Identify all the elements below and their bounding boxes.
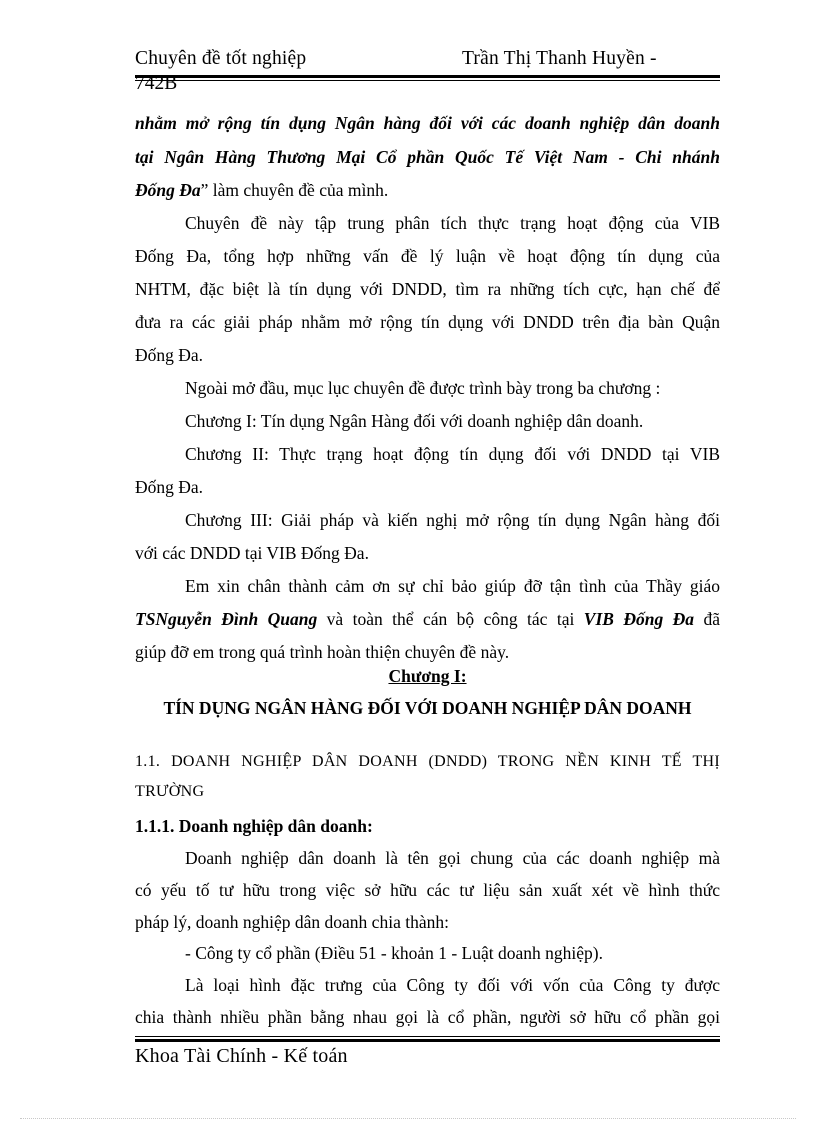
- header-rule-thick: [135, 75, 720, 78]
- p5-line-1: Chương III: Giải pháp và kiến nghị mở rộng tín dụng Ngân hàng đối: [185, 510, 720, 530]
- header-author: Trần Thị Thanh Huyền -: [462, 48, 657, 69]
- subsection-heading: 1.1.1. Doanh nghiệp dân doanh:: [135, 816, 373, 836]
- p6-line-3: giúp đỡ em trong quá trình hoàn thiện chuyên đề này.: [135, 642, 510, 662]
- p3-line: Chương I: Tín dụng Ngân Hàng đối với doanh nghiệp dân doanh.: [185, 411, 644, 431]
- p5-line-2: với các DNDD tại VIB Đống Đa.: [135, 543, 369, 563]
- intro-line-2: tại Ngân Hàng Thương Mại Cổ phần Quốc Tế Việt Nam - Chi nhánh: [135, 147, 720, 167]
- p1-line-1: Chuyên đề này tập trung phân tích thực trạng hoạt động của VIB: [185, 213, 720, 233]
- p6-line-2: [135, 606, 720, 632]
- chapter-title: Chương I:: [388, 666, 467, 686]
- s3-line-1: Là loại hình đặc trưng của Công ty đối với vốn của Công ty được: [185, 975, 720, 995]
- header-rule-thin: [135, 80, 720, 81]
- s3-line-2: chia thành nhiều phần bằng nhau gọi là cổ phần, người sở hữu cổ phần gọi: [135, 1007, 720, 1027]
- intro-line-1: nhằm mở rộng tín dụng Ngân hàng đối với các doanh nghiệp dân doanh: [135, 113, 720, 133]
- advisor-name: TSNguyễn Đình Quang: [135, 609, 318, 629]
- page-header: [135, 48, 720, 98]
- p2-line: Ngoài mở đầu, mục lục chuyên đề được trình bày trong ba chương :: [185, 378, 661, 398]
- p6-line-2-end: đã: [694, 609, 720, 629]
- p1-line-5: Đống Đa.: [135, 345, 204, 365]
- p4-line-2: Đống Đa.: [135, 477, 204, 497]
- footer-rule-thin: [135, 1036, 720, 1037]
- section-heading-line-2: TRƯỜNG: [135, 783, 205, 800]
- p1-line-2: Đống Đa, tổng hợp những vấn đề lý luận về hoạt động tín dụng của: [135, 246, 720, 266]
- branch-name: VIB Đống Đa: [583, 609, 695, 629]
- p1-line-3: NHTM, đặc biệt là tín dụng với DNDD, tìm ra những tích cực, hạn chế để: [135, 279, 720, 299]
- intro-line-3-rest: ” làm chuyên đề của mình.: [200, 180, 389, 200]
- s1-line-1: Doanh nghiệp dân doanh là tên gọi chung của các doanh nghiệp mà: [185, 848, 720, 868]
- chapter-subtitle: TÍN DỤNG NGÂN HÀNG ĐỐI VỚI DOANH NGHIỆP DÂN DOANH: [163, 698, 692, 718]
- header-author-class: 742B: [135, 73, 178, 94]
- p1-line-4: đưa ra các giải pháp nhằm mở rộng tín dụng với DNDD trên địa bàn Quận: [135, 312, 720, 332]
- header-title: Chuyên đề tốt nghiệp: [135, 48, 307, 69]
- s2-line: - Công ty cổ phần (Điều 51 - khoản 1 - Luật doanh nghiệp).: [185, 943, 603, 963]
- p4-line-1: Chương II: Thực trạng hoạt động tín dụng đối với DNDD tại VIB: [185, 444, 720, 464]
- p6-line-2-mid: và toàn thể cán bộ công tác tại: [317, 609, 584, 629]
- page-footer: [135, 1036, 720, 1076]
- s1-line-3: pháp lý, doanh nghiệp dân doanh chia thành:: [135, 912, 449, 932]
- intro-line-3: [135, 177, 388, 203]
- intro-branch-name: Đống Đa: [135, 180, 201, 200]
- footer-rule-thick: [135, 1039, 720, 1042]
- page-bottom-divider: [20, 1118, 796, 1119]
- s1-line-2: có yếu tố tư hữu trong việc sở hữu các tư liệu sản xuất xét về hình thức: [135, 880, 720, 900]
- footer-department: Khoa Tài Chính - Kế toán: [135, 1045, 348, 1067]
- p6-line-1: Em xin chân thành cảm ơn sự chỉ bảo giúp đỡ tận tình của Thầy giáo: [185, 576, 720, 596]
- section-heading-line-1: 1.1. DOANH NGHIỆP DÂN DOANH (DNDD) TRONG NỀN KINH TẾ THỊ: [135, 753, 720, 770]
